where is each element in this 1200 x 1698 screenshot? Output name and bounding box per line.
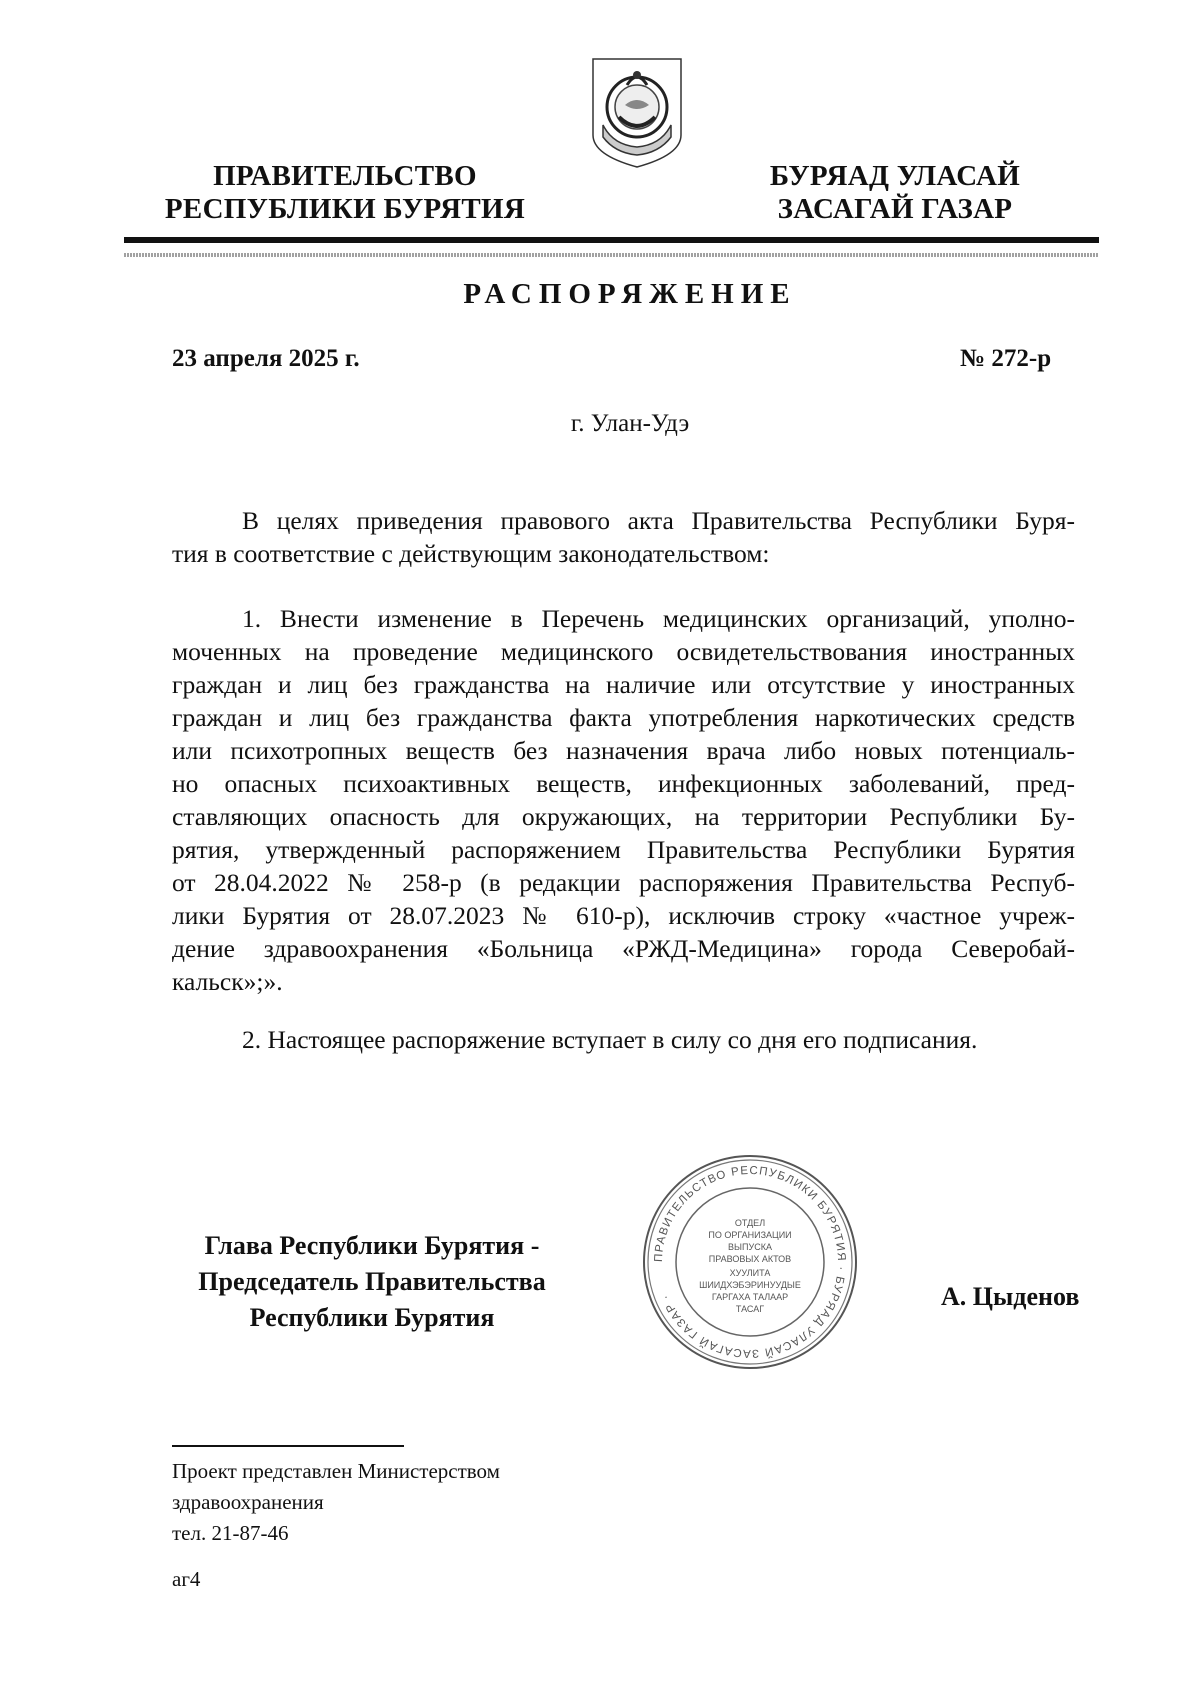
footer-code: аг4 (172, 1567, 201, 1591)
signatory-position (172, 1228, 572, 1336)
text-line: от 28.04.2022 № 258-р (в редакции распоряжения Правительства Респуб- (172, 868, 1075, 897)
paragraph-intro (172, 504, 1075, 570)
text-line: лики Бурятия от 28.07.2023 № 610-р), исключив строку «частное учреж- (172, 901, 1075, 930)
stamp-center-line: ВЫПУСКА (728, 1242, 772, 1252)
document-title: РАСПОРЯЖЕНИЕ (463, 278, 797, 310)
paragraph-item-1 (172, 602, 1075, 998)
document-city: г. Улан-Удэ (570, 410, 690, 437)
header-left-block (145, 160, 545, 226)
header-left-line1: ПРАВИТЕЛЬСТВО (213, 160, 477, 192)
footer-note-line3: тел. 21-87-46 (172, 1521, 289, 1545)
footer-note-line2: здравоохранения (172, 1490, 324, 1514)
footer-note (172, 1456, 500, 1549)
text-line: ставляющих опасность для окружающих, на территории Республики Бу- (172, 802, 1075, 831)
coat-of-arms-emblem (589, 55, 685, 171)
header-right-line1: БУРЯАД УЛАСАЙ (769, 160, 1021, 192)
header-right-block (730, 160, 1060, 226)
stamp-center-line: ГАРГАХА ТАЛААР (711, 1292, 789, 1302)
text-line: моченных на проведение медицинского освидетельствования иностранных (172, 637, 1075, 666)
footnote-divider (172, 1445, 404, 1447)
header-right-line2: ЗАСАГАЙ ГАЗАР (777, 193, 1013, 225)
paragraph-item-2 (172, 1023, 1075, 1056)
official-seal-stamp (640, 1152, 860, 1372)
header-divider-thick (124, 237, 1099, 243)
signatory-name: А. Цыденов (941, 1282, 1080, 1311)
document-number: № 272-р (960, 345, 1052, 372)
text-line: граждан и лиц без гражданства на наличие или отсутствие у иностранных (172, 670, 1075, 699)
stamp-center-line: ПО ОРГАНИЗАЦИИ (708, 1230, 792, 1240)
text-line: 2. Настоящее распоряжение вступает в силу со дня его подписания. (242, 1025, 978, 1054)
stamp-center-line: ХУУЛИТА (729, 1268, 771, 1278)
text-line: тия в соответствие с действующим законодательством: (172, 539, 770, 568)
text-line: граждан и лиц без гражданства факта употребления наркотических средств (172, 703, 1075, 732)
header-left-line2: РЕСПУБЛИКИ БУРЯТИЯ (164, 193, 526, 225)
text-line: кальск»;». (172, 967, 283, 996)
stamp-center-line: ШИИДХЭБЭРИНУУДЫЕ (699, 1280, 801, 1290)
text-line: 1. Внести изменение в Перечень медицинских организаций, уполно- (242, 604, 1075, 633)
text-line: рятия, утвержденный распоряжением Правительства Республики Бурятия (172, 835, 1075, 864)
text-line: или психотропных веществ без назначения врача либо новых потенциаль- (172, 736, 1075, 765)
stamp-center-line: ТАСАГ (735, 1304, 765, 1314)
stamp-center-line: ОТДЕЛ (734, 1218, 766, 1228)
text-line: В целях приведения правового акта Правительства Республики Буря- (242, 506, 1075, 535)
stamp-center-line: ПРАВОВЫХ АКТОВ (708, 1254, 792, 1264)
signatory-position-line3: Республики Бурятия (249, 1303, 495, 1332)
text-line: дение здравоохранения «Больница «РЖД-Медицина» города Северобай- (172, 934, 1075, 963)
text-line: но опасных психоактивных веществ, инфекционных заболеваний, пред- (172, 769, 1075, 798)
stamp-outer-text: ПРАВИТЕЛЬСТВО РЕСПУБЛИКИ БУРЯТИЯ · БУРЯАД УЛАСАЙ ЗАСАГАЙ ГАЗАР · (652, 1164, 848, 1360)
header-divider-thin (124, 253, 1099, 257)
footer-note-line1: Проект представлен Министерством (172, 1459, 500, 1483)
document-date: 23 апреля 2025 г. (172, 345, 360, 372)
signatory-position-line1: Глава Республики Бурятия - (204, 1231, 540, 1260)
signatory-position-line2: Председатель Правительства (198, 1267, 546, 1296)
